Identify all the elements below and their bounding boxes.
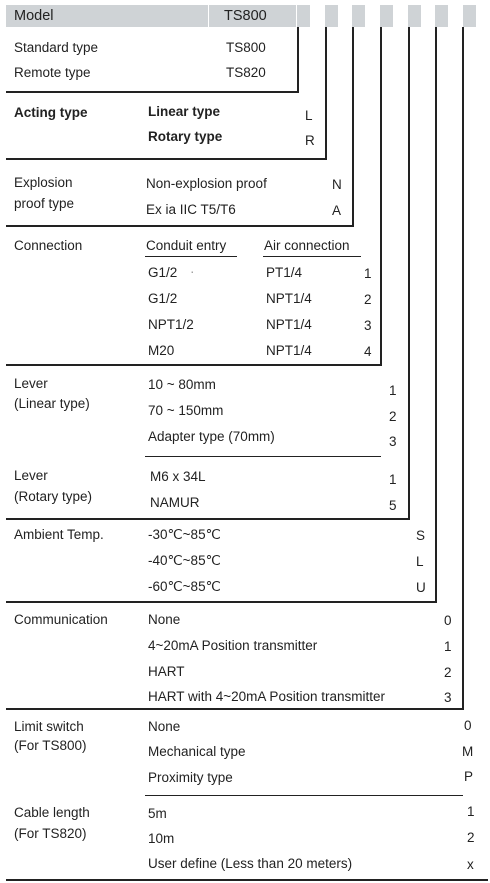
limit-switch-code: M	[462, 744, 474, 759]
cable-length-option: 10m	[148, 831, 175, 846]
cable-length-code: x	[467, 857, 474, 872]
header-code-cell	[435, 5, 448, 27]
limit-switch-option: Proximity type	[148, 770, 233, 785]
communication-code: 0	[444, 613, 452, 628]
conduit-entry-value: NPT1/2	[148, 317, 194, 332]
air-connection-value: PT1/4	[266, 265, 303, 280]
lever-rotary-code: 1	[389, 472, 397, 487]
lever-linear-option: 10 ~ 80mm	[148, 377, 216, 392]
lever-linear-option: Adapter type (70mm)	[148, 429, 275, 444]
ambient-temp-code: L	[416, 554, 424, 569]
explosion-label-line1: Explosion	[14, 175, 73, 190]
header-separator	[208, 5, 209, 27]
lever-rotary-option: M6 x 34L	[150, 469, 206, 484]
cable-length-label-line1: Cable length	[14, 805, 90, 820]
explosion-option-code: A	[332, 203, 342, 218]
model-value: TS800	[224, 8, 267, 24]
lever-linear-label-line1: Lever	[14, 376, 48, 391]
lever-rotary-option: NAMUR	[150, 495, 200, 510]
column-line-ambient	[435, 27, 437, 603]
model-label: Model	[14, 8, 54, 24]
communication-code: 1	[444, 639, 452, 654]
lever-rotary-label-line1: Lever	[14, 468, 48, 483]
communication-code: 3	[444, 690, 452, 705]
communication-option: HART with 4~20mA Position transmitter	[148, 689, 385, 704]
air-header-underline	[263, 256, 361, 257]
model-type-code: TS800	[226, 40, 266, 55]
ambient-temp-option: -30℃~85℃	[148, 527, 221, 542]
header-code-cell	[297, 5, 310, 27]
conduit-entry-header: Conduit entry	[146, 238, 227, 253]
acting-option-code: R	[305, 133, 315, 148]
limit-switch-label-line2: (For TS800)	[14, 738, 87, 753]
air-connection-value: NPT1/4	[266, 317, 312, 332]
header-code-cell	[325, 5, 338, 27]
connection-code: 4	[364, 344, 372, 359]
section-line	[6, 518, 410, 520]
communication-label: Communication	[14, 612, 108, 627]
cable-length-code: 2	[467, 830, 475, 845]
conduit-entry-value: M20	[148, 343, 175, 358]
communication-option: HART	[148, 664, 185, 679]
header-code-cell	[380, 5, 393, 27]
column-line-model	[297, 27, 299, 92]
conduit-header-underline	[145, 256, 237, 257]
cable-length-option: User define (Less than 20 meters)	[148, 856, 353, 871]
limit-switch-label-line1: Limit switch	[14, 719, 84, 734]
explosion-option-label: Non-explosion proof	[146, 176, 267, 191]
header-code-cell	[352, 5, 365, 27]
communication-code: 2	[444, 665, 452, 680]
limit-switch-code: 0	[464, 718, 472, 733]
communication-option: 4~20mA Position transmitter	[148, 638, 318, 653]
stray-mark: ·	[190, 264, 195, 279]
cable-length-option: 5m	[148, 806, 167, 821]
column-line-explosion	[352, 27, 354, 226]
lever-linear-code: 3	[389, 434, 397, 449]
section-line	[6, 158, 327, 160]
conduit-entry-value: G1/2	[148, 291, 178, 306]
ambient-temp-option: -40℃~85℃	[148, 553, 221, 568]
section-line	[6, 91, 299, 93]
ambient-temp-code: S	[416, 528, 426, 543]
cable-length-code: 1	[467, 804, 475, 819]
limit-switch-option: Mechanical type	[148, 744, 246, 759]
subsection-line	[145, 795, 463, 796]
connection-code: 3	[364, 318, 372, 333]
model-type-label: Remote type	[14, 65, 91, 80]
subsection-line	[145, 456, 381, 457]
explosion-option-code: N	[332, 177, 342, 192]
header-code-cell	[408, 5, 421, 27]
ambient-temp-label: Ambient Temp.	[14, 527, 104, 542]
acting-option-label: Rotary type	[148, 129, 223, 144]
lever-linear-label-line2: (Linear type)	[14, 396, 90, 411]
air-connection-value: NPT1/4	[266, 291, 312, 306]
lever-linear-option: 70 ~ 150mm	[148, 403, 224, 418]
limit-switch-code: P	[464, 769, 474, 784]
section-line	[6, 708, 464, 710]
ambient-temp-option: -60℃~85℃	[148, 579, 221, 594]
model-type-label: Standard type	[14, 40, 99, 55]
acting-type-label: Acting type	[14, 105, 88, 120]
section-line	[6, 601, 437, 603]
cable-length-label-line2: (For TS820)	[14, 826, 87, 841]
bottom-line	[6, 879, 488, 881]
section-line	[6, 225, 354, 227]
acting-option-label: Linear type	[148, 104, 221, 119]
column-line-connection	[380, 27, 382, 366]
connection-code: 1	[364, 266, 372, 281]
limit-switch-option: None	[148, 719, 181, 734]
conduit-entry-value: G1/2	[148, 265, 178, 280]
header-code-cell	[463, 5, 476, 27]
column-line-lever	[408, 27, 410, 519]
explosion-label-line2: proof type	[14, 196, 75, 211]
communication-option: None	[148, 612, 181, 627]
air-connection-value: NPT1/4	[266, 343, 312, 358]
column-line-acting	[325, 27, 327, 160]
ambient-temp-code: U	[416, 580, 426, 595]
connection-code: 2	[364, 292, 372, 307]
section-line	[6, 364, 382, 366]
lever-rotary-code: 5	[389, 498, 397, 513]
connection-label: Connection	[14, 238, 83, 253]
explosion-option-label: Ex ia IIC T5/T6	[146, 202, 236, 217]
acting-option-code: L	[305, 108, 313, 123]
lever-linear-code: 2	[389, 409, 397, 424]
air-connection-header: Air connection	[264, 238, 350, 253]
model-type-code: TS820	[226, 65, 266, 80]
lever-rotary-label-line2: (Rotary type)	[14, 489, 93, 504]
column-line-communication	[462, 27, 464, 709]
lever-linear-code: 1	[389, 383, 397, 398]
